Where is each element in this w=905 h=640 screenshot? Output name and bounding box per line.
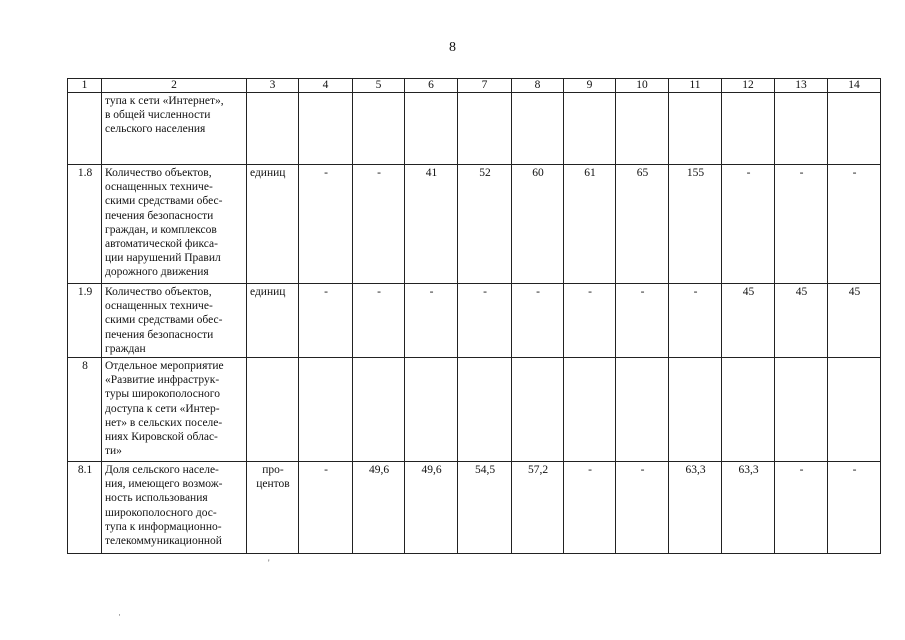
unit: единиц: [247, 284, 299, 358]
value-cell: [616, 93, 669, 165]
row-number: [68, 93, 102, 165]
value-cell: -: [353, 165, 405, 284]
indicator-name: тупа к сети «Интернет», в общей численности сельского населения: [102, 93, 247, 165]
column-header: 2: [102, 79, 247, 93]
value-cell: [512, 358, 564, 462]
value-cell: 49,6: [405, 462, 458, 554]
column-header: 4: [299, 79, 353, 93]
column-number-row: [68, 79, 881, 93]
value-cell: [775, 93, 828, 165]
indicator-name: Количество объектов, оснащенных техниче- скими средствами обес- печения безопасности граждан: [102, 284, 247, 358]
indicator-name: Отдельное мероприятие «Развитие инфраструк- туры широкополосного доступа к сети «Интер- нет» в сельских поселе- ниях Кировской облас- ти»: [102, 358, 247, 462]
value-cell: [722, 358, 775, 462]
value-cell: 45: [775, 284, 828, 358]
value-cell: 63,3: [722, 462, 775, 554]
value-cell: 63,3: [669, 462, 722, 554]
value-cell: -: [775, 462, 828, 554]
value-cell: [299, 358, 353, 462]
indicator-table: [67, 78, 881, 554]
unit: про- центов: [247, 462, 299, 554]
value-cell: [722, 93, 775, 165]
value-cell: 155: [669, 165, 722, 284]
value-cell: 52: [458, 165, 512, 284]
value-cell: [405, 93, 458, 165]
value-cell: 60: [512, 165, 564, 284]
value-cell: [458, 93, 512, 165]
value-cell: 45: [828, 284, 881, 358]
page-number: 8: [449, 40, 456, 55]
value-cell: [458, 358, 512, 462]
value-cell: 49,6: [353, 462, 405, 554]
value-cell: [353, 358, 405, 462]
value-cell: -: [299, 284, 353, 358]
row-number: 8: [68, 358, 102, 462]
value-cell: [828, 358, 881, 462]
column-header: 12: [722, 79, 775, 93]
table-row: [68, 358, 881, 462]
value-cell: 65: [616, 165, 669, 284]
value-cell: -: [299, 165, 353, 284]
value-cell: -: [353, 284, 405, 358]
value-cell: 61: [564, 165, 616, 284]
value-cell: -: [722, 165, 775, 284]
value-cell: [405, 358, 458, 462]
column-header: 13: [775, 79, 828, 93]
column-header: 11: [669, 79, 722, 93]
column-header: 7: [458, 79, 512, 93]
scan-speck: ·: [118, 610, 121, 620]
value-cell: [353, 93, 405, 165]
indicator-name: Количество объектов, оснащенных техниче- скими средствами обес- печения безопасности граждан, и комплексов автоматической фикса- ции нарушений Правил дорожного движения: [102, 165, 247, 284]
value-cell: -: [299, 462, 353, 554]
value-cell: [669, 93, 722, 165]
value-cell: [512, 93, 564, 165]
unit: единиц: [247, 165, 299, 284]
column-header: 3: [247, 79, 299, 93]
value-cell: -: [828, 165, 881, 284]
table-row: [68, 284, 881, 358]
row-number: 8.1: [68, 462, 102, 554]
value-cell: [616, 358, 669, 462]
value-cell: -: [775, 165, 828, 284]
value-cell: 41: [405, 165, 458, 284]
value-cell: -: [512, 284, 564, 358]
value-cell: [564, 93, 616, 165]
row-number: 1.8: [68, 165, 102, 284]
value-cell: 45: [722, 284, 775, 358]
column-header: 14: [828, 79, 881, 93]
table-row: [68, 93, 881, 165]
value-cell: -: [458, 284, 512, 358]
value-cell: -: [564, 284, 616, 358]
column-header: 9: [564, 79, 616, 93]
value-cell: -: [564, 462, 616, 554]
column-header: 8: [512, 79, 564, 93]
table-row: [68, 462, 881, 554]
value-cell: -: [616, 284, 669, 358]
value-cell: [828, 93, 881, 165]
column-header: 10: [616, 79, 669, 93]
unit: [247, 358, 299, 462]
value-cell: [299, 93, 353, 165]
row-number: 1.9: [68, 284, 102, 358]
value-cell: [669, 358, 722, 462]
value-cell: 57,2: [512, 462, 564, 554]
value-cell: [775, 358, 828, 462]
column-header: 1: [68, 79, 102, 93]
unit: [247, 93, 299, 165]
value-cell: -: [828, 462, 881, 554]
value-cell: -: [669, 284, 722, 358]
table-row: [68, 165, 881, 284]
indicator-name: Доля сельского населе- ния, имеющего возмож- ность использования широкополосного дос- тупа к информационно- телекоммуникационной: [102, 462, 247, 554]
column-header: 6: [405, 79, 458, 93]
value-cell: [564, 358, 616, 462]
value-cell: -: [405, 284, 458, 358]
value-cell: -: [616, 462, 669, 554]
column-header: 5: [353, 79, 405, 93]
value-cell: 54,5: [458, 462, 512, 554]
scan-speck: ': [268, 558, 270, 568]
